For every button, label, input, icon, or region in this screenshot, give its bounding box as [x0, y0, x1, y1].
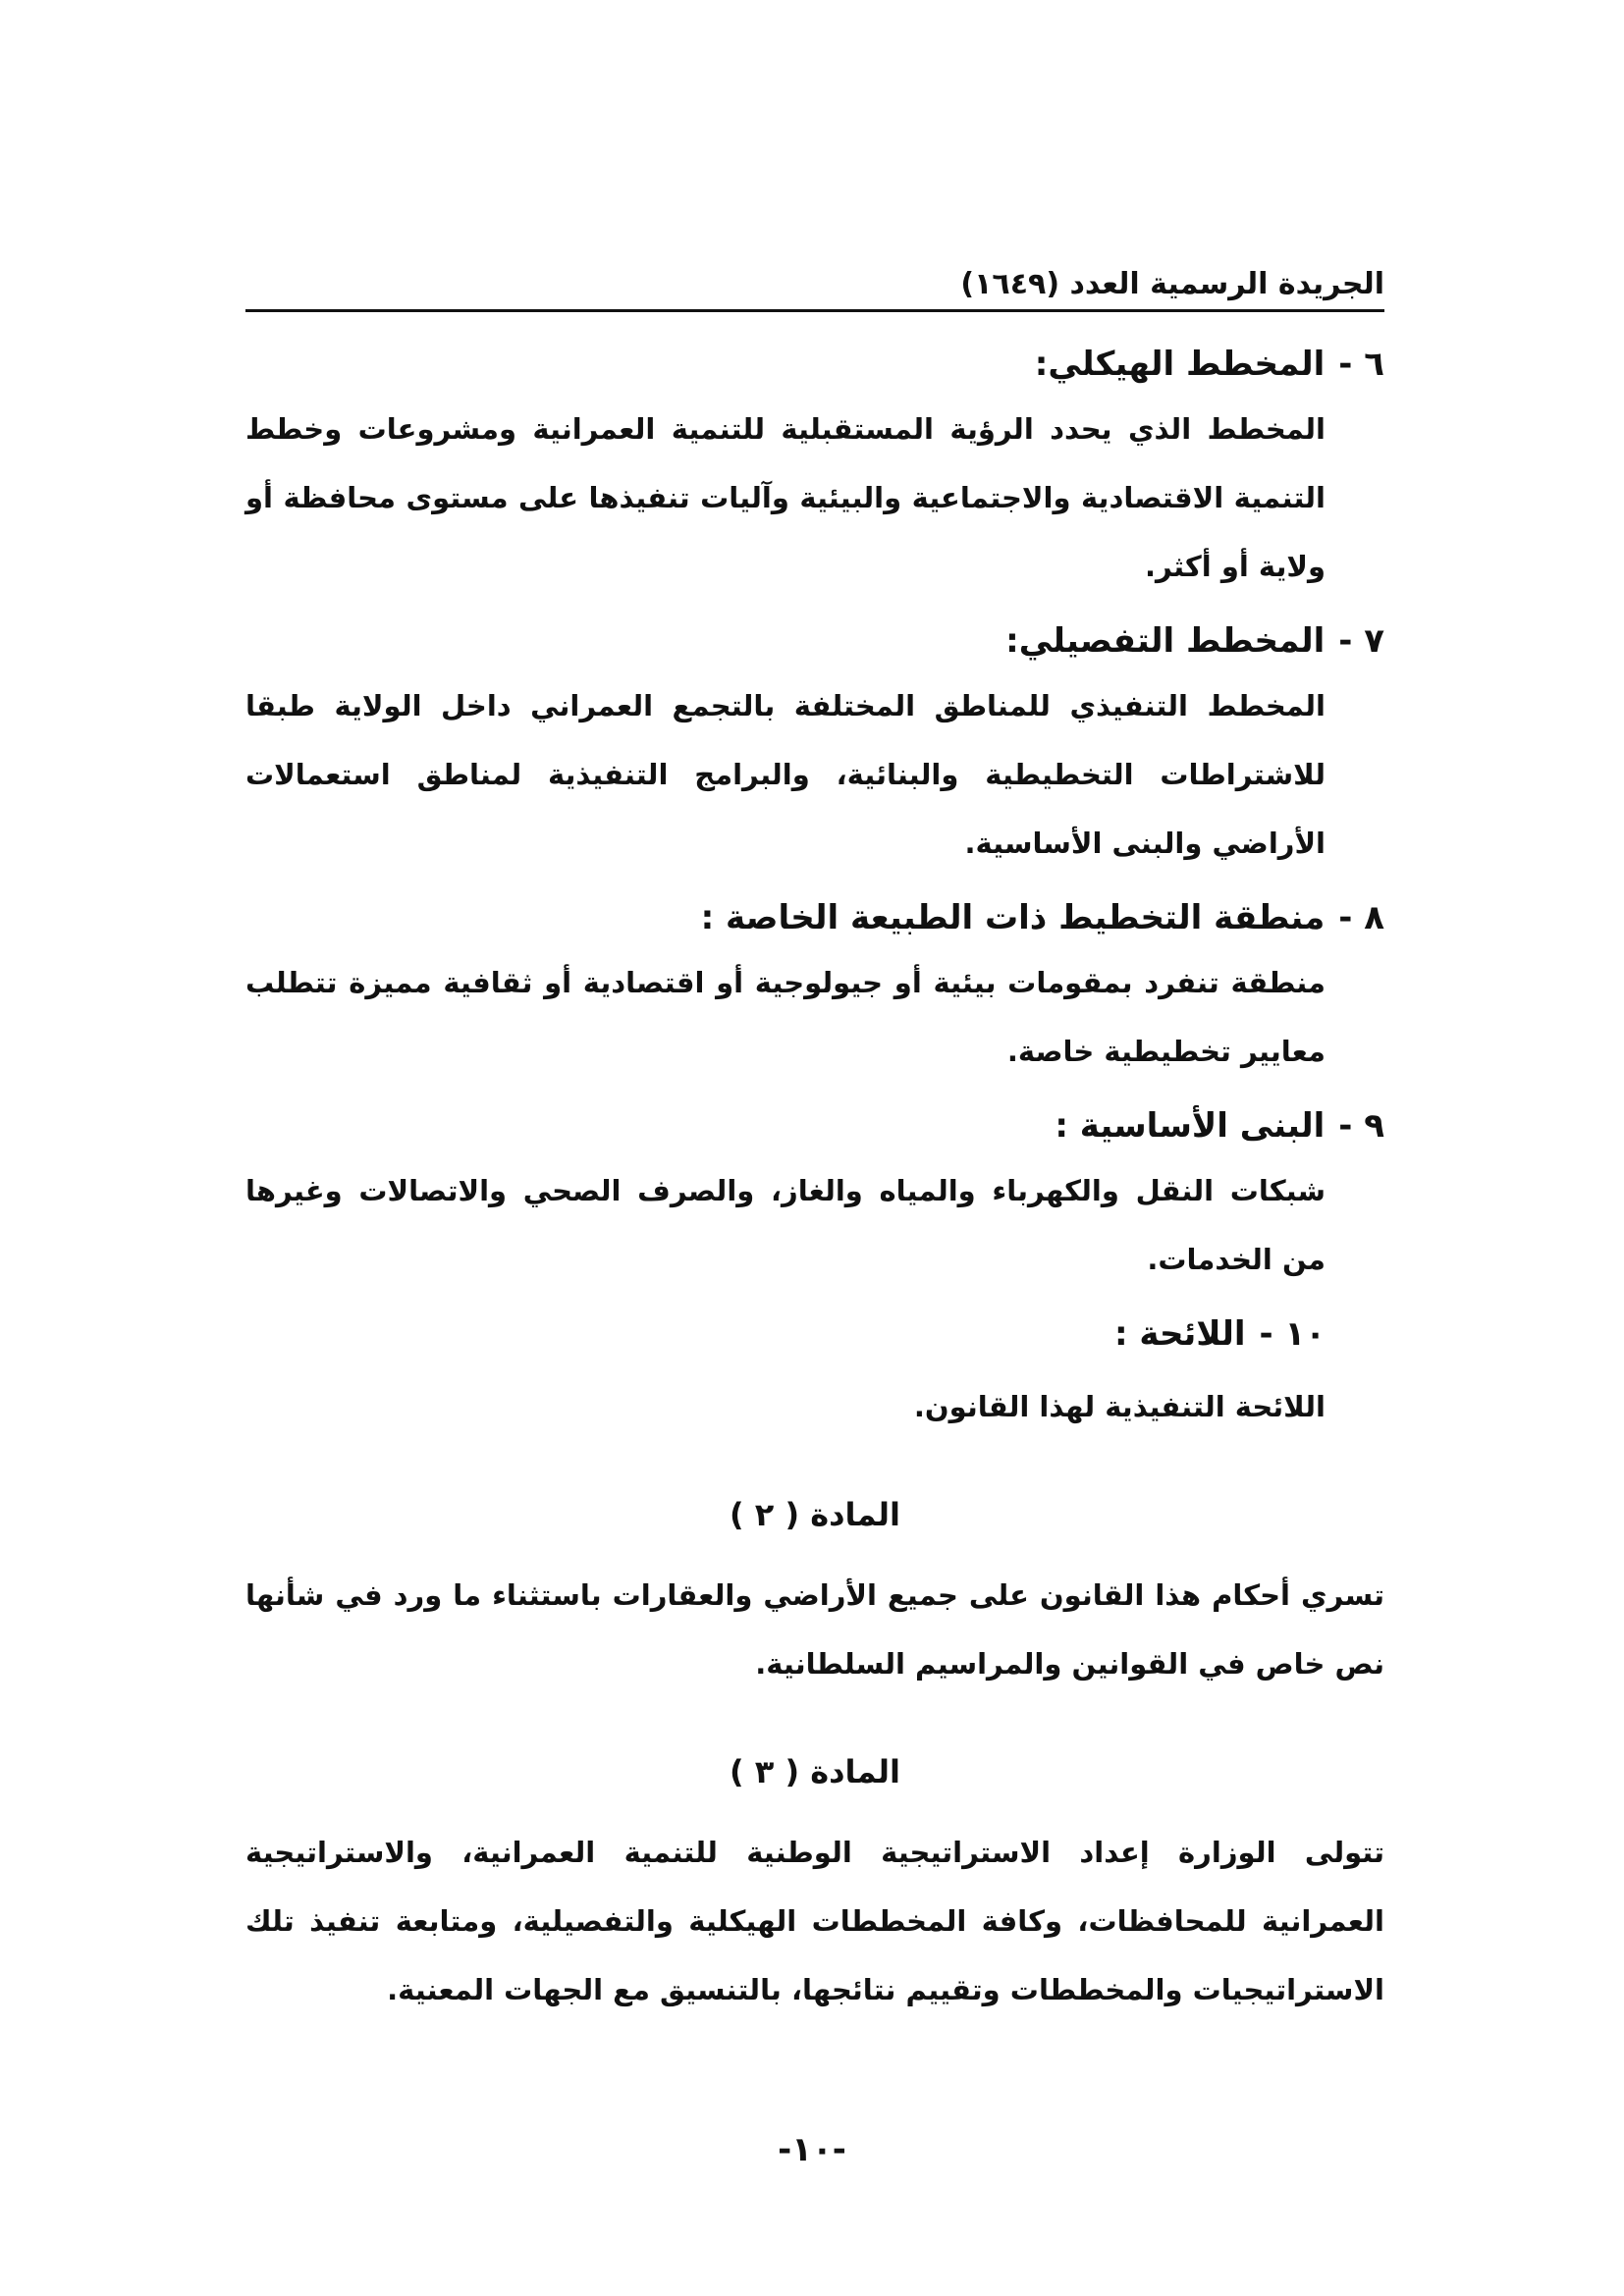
definition-text-6: المخطط الذي يحدد الرؤية المستقبلية للتنمية العمرانية ومشروعات وخطط التنمية الاقتصادية والاجتماعية والبيئية وآليات تنفيذها على مستوى محافظة أو ولاية أو أكثر. [245, 412, 1326, 583]
page-content [245, 324, 1384, 2024]
definition-heading-6 [245, 334, 1384, 395]
page-header [245, 257, 1384, 312]
gazette-title: الجريدة الرسمية العدد (١٦٤٩) [960, 267, 1384, 301]
definition-number: ٧ - [1338, 621, 1384, 661]
definition-text-7: المخطط التنفيذي للمناطق المختلفة بالتجمع العمراني داخل الولاية طبقا للاشتراطات التخطيطية والبنائية، والبرامج التنفيذية لمناطق استعمالات الأراضي والبنى الأساسية. [245, 689, 1326, 860]
definition-number: ٩ - [1338, 1106, 1384, 1146]
article-2-text: تسري أحكام هذا القانون على جميع الأراضي والعقارات باستثناء ما ورد في شأنها نص خاص في القوانين والمراسيم السلطانية. [245, 1578, 1384, 1681]
definition-term: منطقة التخطيط ذات الطبيعة الخاصة : [700, 898, 1326, 937]
definition-text-8: منطقة تنفرد بمقومات بيئية أو جيولوجية أو اقتصادية أو ثقافية مميزة تتطلب معايير تخطيطية خاصة. [245, 966, 1326, 1068]
article-3-title: المادة ( ٣ ) [730, 1753, 900, 1790]
definition-term: اللائحة : [1113, 1314, 1246, 1354]
definition-text-10: اللائحة التنفيذية لهذا القانون. [913, 1390, 1326, 1423]
definition-number: ١٠ - [1259, 1314, 1326, 1354]
definition-heading-10 [245, 1304, 1326, 1364]
definition-heading-8 [245, 887, 1384, 948]
definition-term: المخطط التفصيلي: [1005, 621, 1326, 661]
definition-heading-7 [245, 611, 1384, 671]
article-3-text: تتولى الوزارة إعداد الاستراتيجية الوطنية للتنمية العمرانية، والاستراتيجية العمرانية للمحافظات، وكافة المخططات الهيكلية والتفصيلية، ومتابعة تنفيذ تلك الاستراتيجيات والمخططات وتقييم نتائجها، بالتنسيق مع الجهات المعنية. [245, 1836, 1384, 2006]
definition-text-9: شبكات النقل والكهرباء والمياه والغاز، والصرف الصحي والاتصالات وغيرها من الخدمات. [245, 1174, 1326, 1276]
definition-number: ٨ - [1338, 898, 1384, 937]
definition-term: البنى الأساسية : [1055, 1106, 1326, 1146]
page-number: -١٠- [778, 2130, 846, 2169]
definition-number: ٦ - [1338, 345, 1384, 384]
article-2-title: المادة ( ٢ ) [730, 1496, 900, 1533]
definition-term: المخطط الهيكلي: [1034, 345, 1326, 384]
definition-heading-9 [245, 1095, 1384, 1156]
